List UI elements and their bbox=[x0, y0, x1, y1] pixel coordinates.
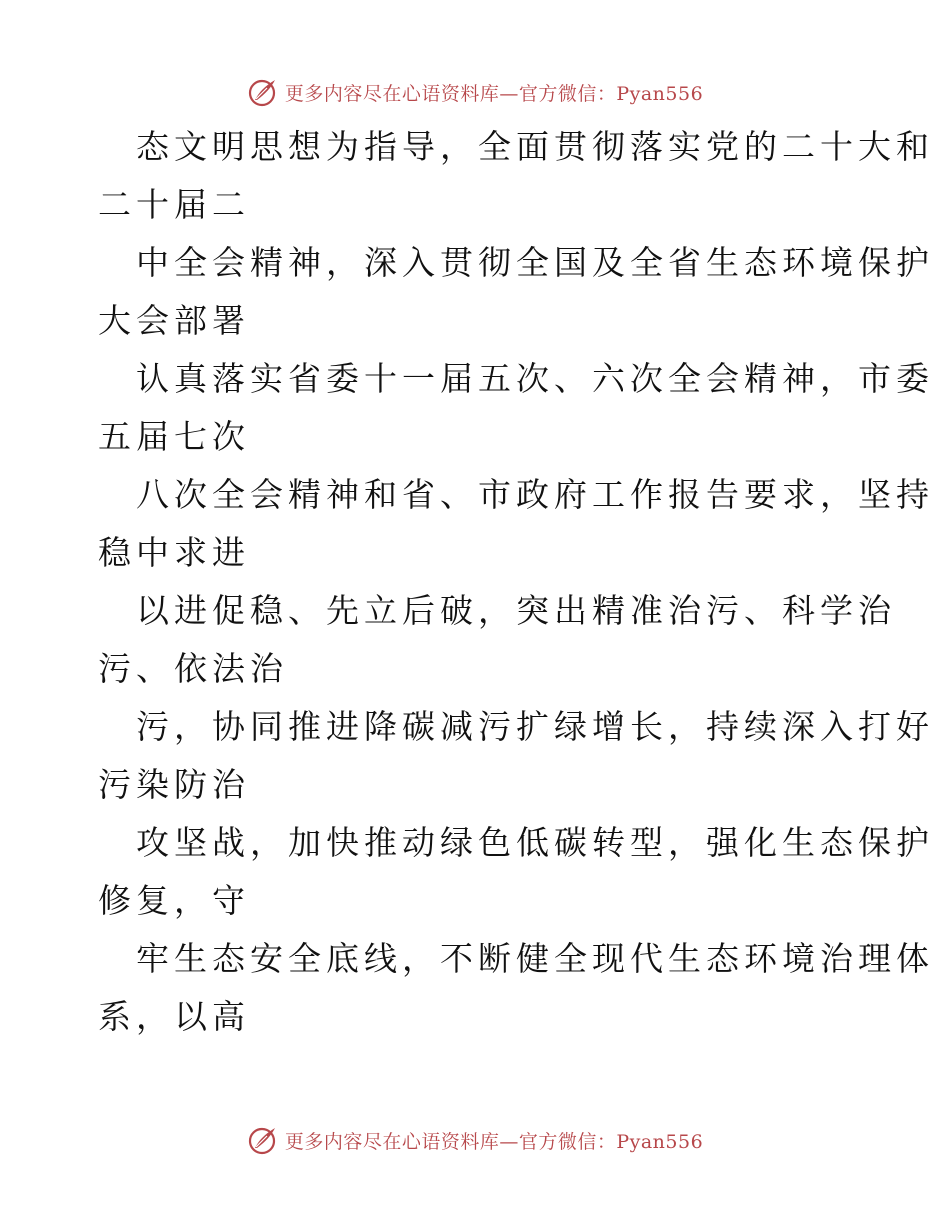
body-text-line: 认真落实省委十一届五次、六次全会精神，市委 bbox=[136, 359, 934, 398]
feather-logo-icon bbox=[247, 76, 279, 108]
body-text-line: 大会部署 bbox=[98, 301, 250, 340]
body-text-line: 攻坚战，加快推动绿色低碳转型，强化生态保护 bbox=[136, 823, 934, 862]
body-text-line: 态文明思想为指导，全面贯彻落实党的二十大和 bbox=[136, 127, 934, 166]
feather-logo-icon bbox=[247, 1124, 279, 1156]
body-text-line: 牢生态安全底线，不断健全现代生态环境治理体 bbox=[136, 939, 934, 978]
body-text-line: 八次全会精神和省、市政府工作报告要求，坚持 bbox=[136, 475, 934, 514]
body-text-line: 中全会精神，深入贯彻全国及全省生态环境保护 bbox=[136, 243, 934, 282]
body-text-line: 以进促稳、先立后破，突出精准治污、科学治 bbox=[136, 591, 896, 630]
footer-banner bbox=[0, 1120, 950, 1160]
body-text-line: 二十届二 bbox=[98, 185, 250, 224]
body-text-line: 修复，守 bbox=[98, 881, 250, 920]
body-text-line: 污，协同推进降碳减污扩绿增长，持续深入打好 bbox=[136, 707, 934, 746]
body-text-line: 系，以高 bbox=[98, 997, 250, 1036]
header-banner bbox=[0, 72, 950, 112]
body-text-line: 五届七次 bbox=[98, 417, 250, 456]
footer-banner-text: 更多内容尽在心语资料库—官方微信：Pyan556 bbox=[284, 1130, 704, 1153]
document-body bbox=[98, 118, 934, 1046]
body-text-line: 污、依法治 bbox=[98, 649, 288, 688]
header-banner-text: 更多内容尽在心语资料库—官方微信：Pyan556 bbox=[284, 82, 704, 105]
body-text-line: 稳中求进 bbox=[98, 533, 250, 572]
body-text-line: 污染防治 bbox=[98, 765, 250, 804]
